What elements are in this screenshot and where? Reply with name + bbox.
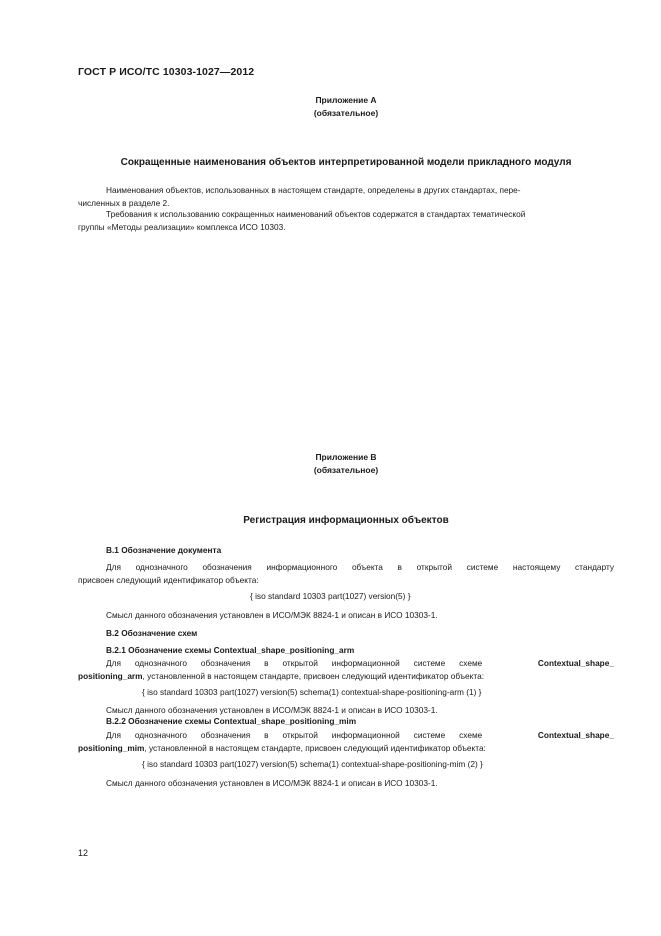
b1-text-line-2: присвоен следующий идентификатор объекта: <box>78 575 259 585</box>
b1-meaning: Смысл данного обозначения установлен в ИСО/МЭК 8824-1 и описан в ИСО 10303-1. <box>106 610 438 620</box>
b22-meaning: Смысл данного обозначения установлен в ИСО/МЭК 8824-1 и описан в ИСО 10303-1. <box>106 778 438 788</box>
b21-text-line-1 <box>78 657 614 670</box>
annex-a-p1-line-2: численных в разделе 2. <box>78 198 170 208</box>
b21-text-line-2-rest: , установленной в настоящем стандарте, присвоен следующий идентификатор объекта: <box>142 671 485 681</box>
b21-meaning: Смысл данного обозначения установлен в ИСО/МЭК 8824-1 и описан в ИСО 10303-1. <box>106 705 438 715</box>
b22-text-line-1 <box>78 729 614 742</box>
annex-b-status: (обязательное) <box>313 465 379 475</box>
section-b21-heading: В.2.1 Обозначение схемы Contextual_shape_positioning_arm <box>106 645 355 655</box>
section-b22-text <box>78 729 614 755</box>
b21-text-line-2 <box>78 670 614 683</box>
section-b1-text <box>78 561 614 587</box>
b22-text-line-2-rest: , установленной в настоящем стандарте, присвоен следующий идентификатор объекта: <box>144 743 486 753</box>
b22-schema-name-part-1: Contextual_shape_ <box>537 730 614 740</box>
b21-text-line-1-body: Для однозначного обозначения в открытой информационной системе схеме <box>106 658 483 668</box>
annex-a-status: (обязательное) <box>313 108 379 118</box>
b1-text-line-1: Для однозначного обозначения информационного объекта в открытой системе настоящему стандарту <box>106 562 614 572</box>
section-b2-heading: В.2 Обозначение схем <box>106 628 198 638</box>
b22-object-identifier: { iso standard 10303 part(1027) version(5) schema(1) contextual-shape-positioning-mim (2) } <box>142 759 483 769</box>
section-b1-heading: В.1 Обозначение документа <box>106 545 222 555</box>
annex-a-p2-line-1: Требования к использованию сокращенных наименований объектов содержатся в стандартах тематической <box>106 209 526 219</box>
annex-a-paragraph-1 <box>78 184 614 210</box>
b1-object-identifier: { iso standard 10303 part(1027) version(5) } <box>250 591 411 601</box>
annex-a-label: Приложение А <box>315 95 377 105</box>
b21-schema-name-part-2: positioning_arm <box>78 671 143 681</box>
annex-b-title: Регистрация информационных объектов <box>243 515 449 526</box>
annex-a-paragraph-2 <box>78 208 614 234</box>
b21-schema-name-part-1: Contextual_shape_ <box>537 658 614 668</box>
annex-a-title: Сокращенные наименования объектов интерпретированной модели прикладного модуля <box>120 157 572 168</box>
section-b21-text <box>78 657 614 683</box>
annex-a-p1-line-1: Наименования объектов, использованных в настоящем стандарте, определены в других стандартах, пере- <box>106 185 521 195</box>
annex-a-p2-line-2: группы «Методы реализации» комплекса ИСО 10303. <box>78 222 286 232</box>
section-b22-heading: В.2.2 Обозначение схемы Contextual_shape_positioning_mim <box>106 716 357 726</box>
page-number: 12 <box>78 848 89 858</box>
annex-b-label: Приложение В <box>315 452 377 462</box>
b22-text-line-1-body: Для однозначного обозначения в открытой информационной системе схеме <box>106 730 483 740</box>
document-header: ГОСТ Р ИСО/ТС 10303-1027—2012 <box>78 66 255 78</box>
b22-schema-name-part-2: positioning_mim <box>78 743 145 753</box>
b21-object-identifier: { iso standard 10303 part(1027) version(5) schema(1) contextual-shape-positioning-arm (1) } <box>142 687 482 697</box>
b22-text-line-2 <box>78 742 614 755</box>
